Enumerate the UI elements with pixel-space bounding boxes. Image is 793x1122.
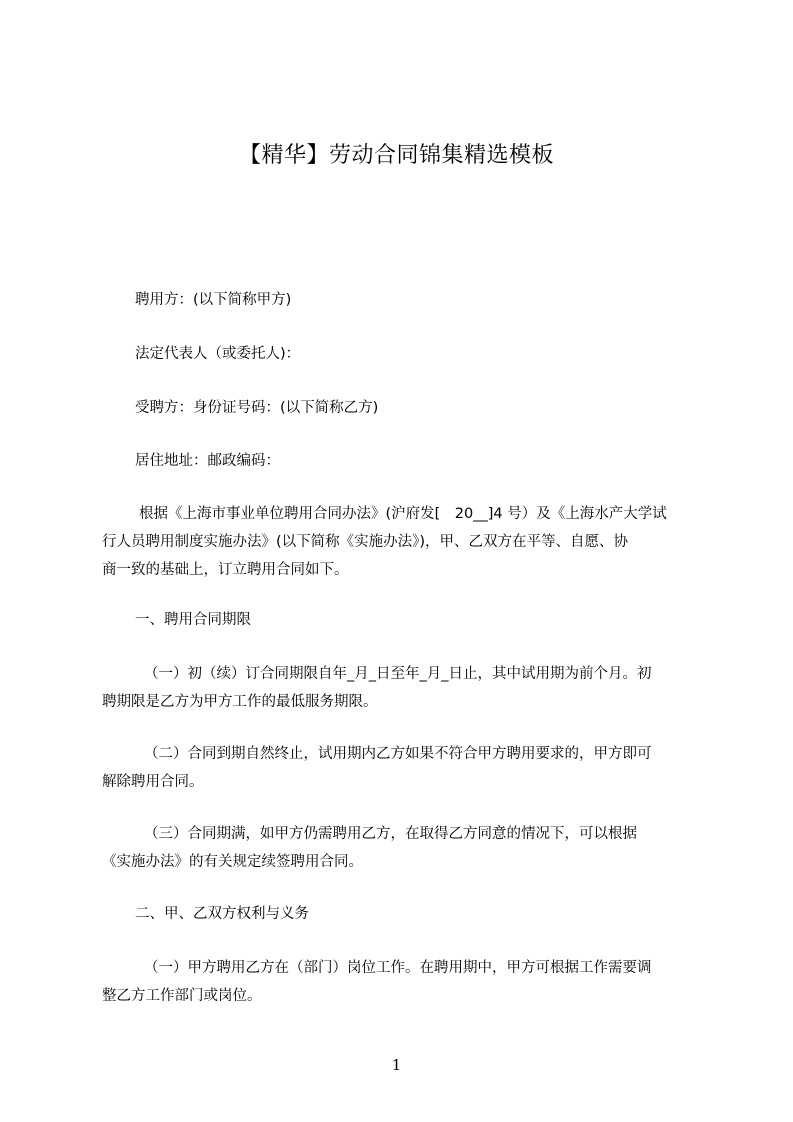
- section-heading-term: 一、聘用合同期限: [135, 612, 251, 628]
- section-heading-rights: 二、甲、乙双方权利与义务: [135, 906, 309, 922]
- term-item-3-line-2: 《实施办法》的有关规定续签聘用合同。: [102, 854, 363, 870]
- legal-representative-field: 法定代表人（或委托人)：: [135, 346, 301, 362]
- term-item-2-line-2: 解除聘用合同。: [102, 774, 204, 790]
- term-item-1-line-1: （一）初（续）订合同期限自年_月_日至年_月_日止，其中试用期为前个月。初: [144, 666, 652, 682]
- employee-field: 受聘方：身份证号码：(以下简称乙方): [135, 400, 379, 416]
- page-number: 1: [391, 1056, 402, 1074]
- term-item-1-line-2: 聘期限是乙方为甲方工作的最低服务期限。: [102, 694, 378, 710]
- rights-item-1: [102, 954, 706, 1010]
- term-item-1: [102, 660, 706, 716]
- term-item-2-line-1: （二）合同到期自然终止，试用期内乙方如果不符合甲方聘用要求的，甲方即可: [144, 746, 652, 762]
- rights-item-1-line-2: 整乙方工作部门或岗位。: [102, 988, 262, 1004]
- term-item-2: [102, 740, 706, 796]
- intro-line-2: 行人员聘用制度实施办法》(以下简称《实施办法》)，甲、乙双方在平等、自愿、协: [102, 534, 629, 550]
- address-field: 居住地址：邮政编码：: [135, 453, 280, 469]
- intro-line-3: 商一致的基础上，订立聘用合同如下。: [102, 562, 349, 578]
- intro-paragraph: [102, 500, 706, 584]
- term-item-3-line-1: （三）合同期满，如甲方仍需聘用乙方，在取得乙方同意的情况下，可以根据: [144, 826, 637, 842]
- rights-item-1-line-1: （一）甲方聘用乙方在（部门）岗位工作。在聘用期中，甲方可根据工作需要调: [144, 960, 652, 976]
- document-title: 【精华】劳动合同锦集精选模板: [238, 143, 554, 168]
- term-item-3: [102, 820, 706, 876]
- intro-line-1: 根据《上海市事业单位聘用合同办法》(沪府发[ 20__]4 号）及《上海水产大学试: [139, 506, 667, 522]
- employer-field: 聘用方：(以下简称甲方): [135, 292, 292, 308]
